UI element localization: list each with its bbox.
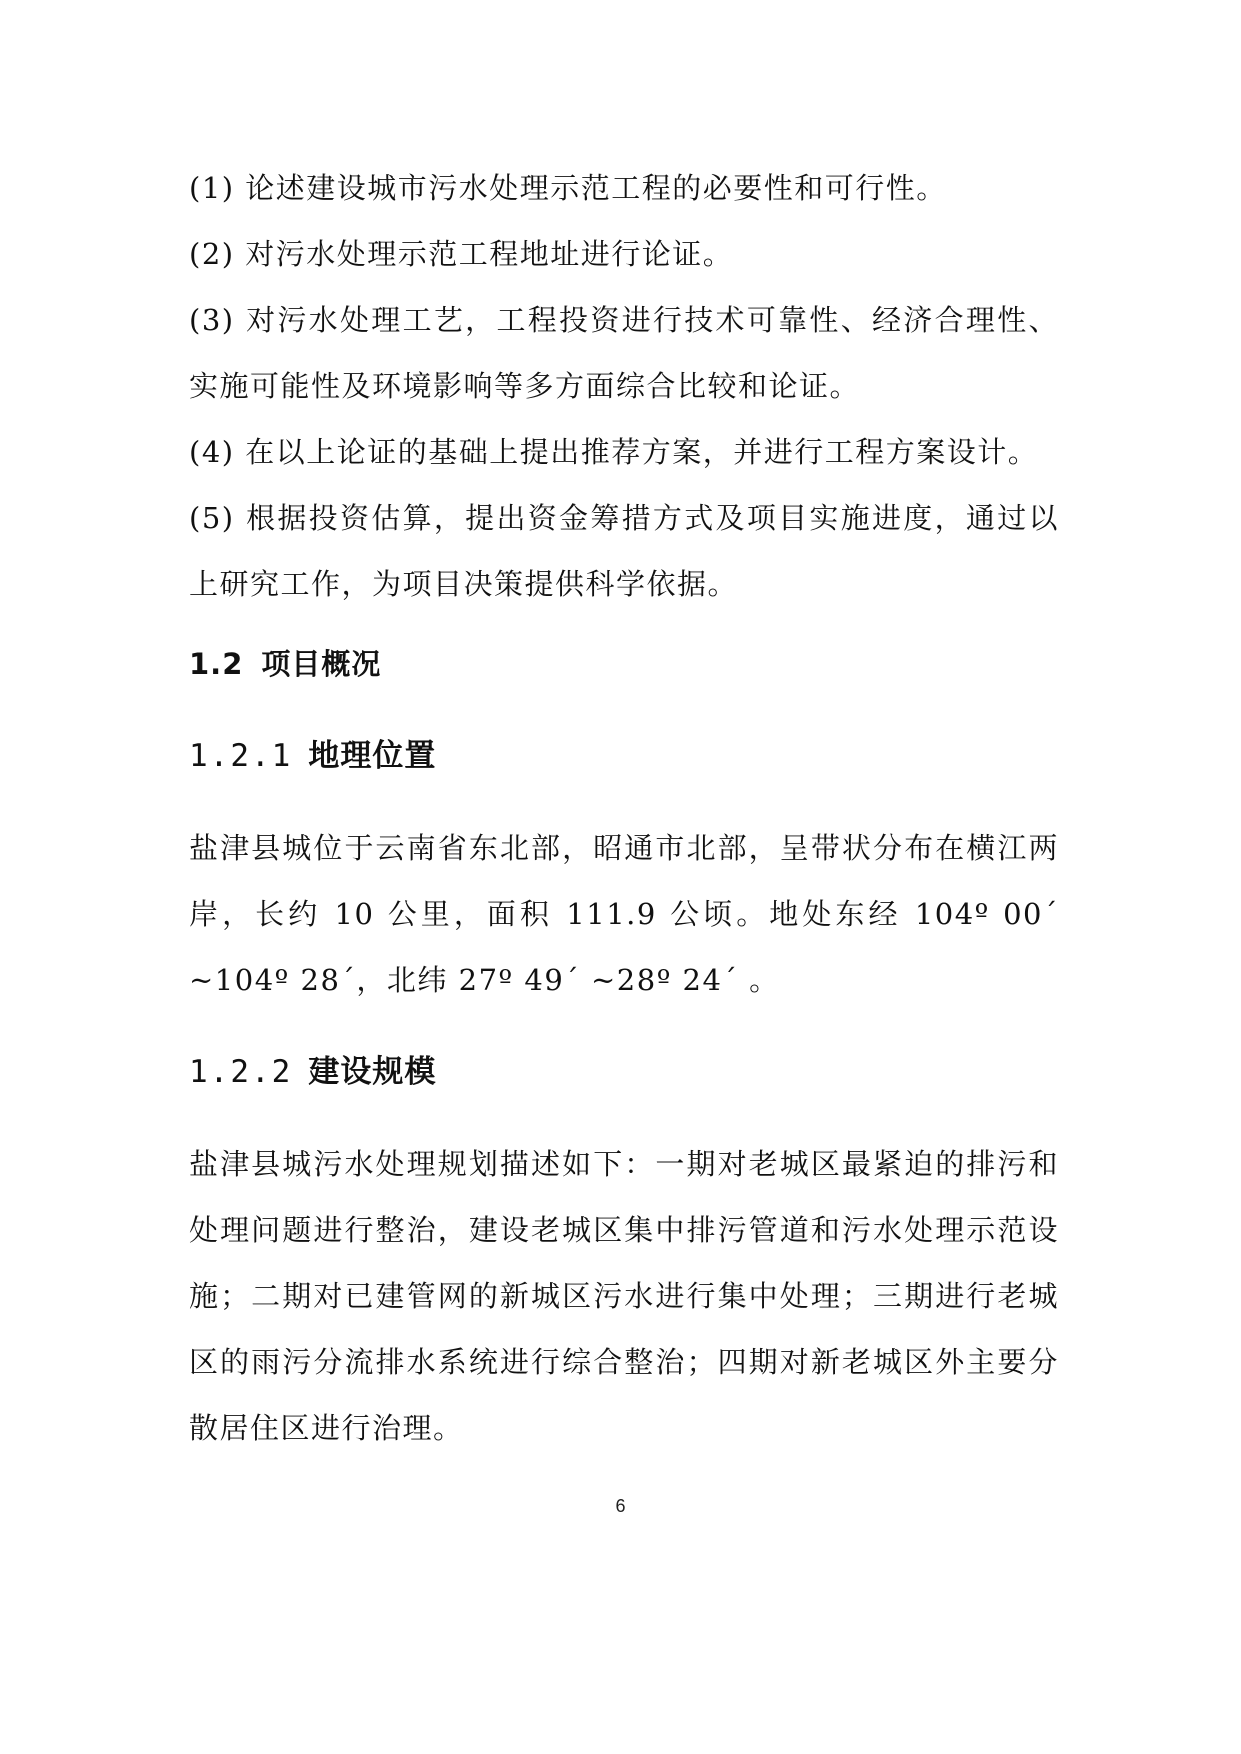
subsection-number: 1.2.2 (189, 1054, 293, 1090)
objective-item-5: (5) 根据投资估算，提出资金筹措方式及项目实施进度，通过以上研究工作，为项目决策提供科学依据。 (189, 501, 1059, 601)
scale-paragraph: 盐津县城污水处理规划描述如下：一期对老城区最紧迫的排污和处理问题进行整治，建设老城区集中排污管道和污水处理示范设施；二期对已建管网的新城区污水进行集中处理；三期进行老城区的雨污分流排水系统进行综合整治；四期对新老城区外主要分散居住区进行治理。 (189, 1147, 1059, 1445)
section-title: 项目概况 (261, 647, 382, 681)
section-number: 1.2 (189, 647, 244, 681)
location-paragraph: 盐津县城位于云南省东北部，昭通市北部，呈带状分布在横江两岸，长约 10 公里，面积 111.9 公顷。地处东经 104º 00´ ~104º 28´，北纬 27º 49´ ~28º 24´ 。 (189, 831, 1059, 997)
subsection-title: 地理位置 (308, 738, 437, 774)
section-heading-1-2 (189, 631, 1059, 697)
subsection-heading-1-2-1 (189, 723, 1059, 789)
page-number: 6 (615, 1496, 626, 1516)
subsection-number: 1.2.1 (189, 738, 293, 774)
objective-item-2: (2) 对污水处理示范工程地址进行论证。 (189, 237, 734, 271)
page-content (189, 155, 1059, 1461)
objective-item-4: (4) 在以上论证的基础上提出推荐方案，并进行工程方案设计。 (189, 435, 1039, 469)
objective-item-1: (1) 论述建设城市污水处理示范工程的必要性和可行性。 (189, 171, 947, 205)
subsection-title: 建设规模 (308, 1054, 437, 1090)
subsection-heading-1-2-2 (189, 1039, 1059, 1105)
objective-item-3: (3) 对污水处理工艺，工程投资进行技术可靠性、经济合理性、实施可能性及环境影响等多方面综合比较和论证。 (189, 303, 1059, 403)
